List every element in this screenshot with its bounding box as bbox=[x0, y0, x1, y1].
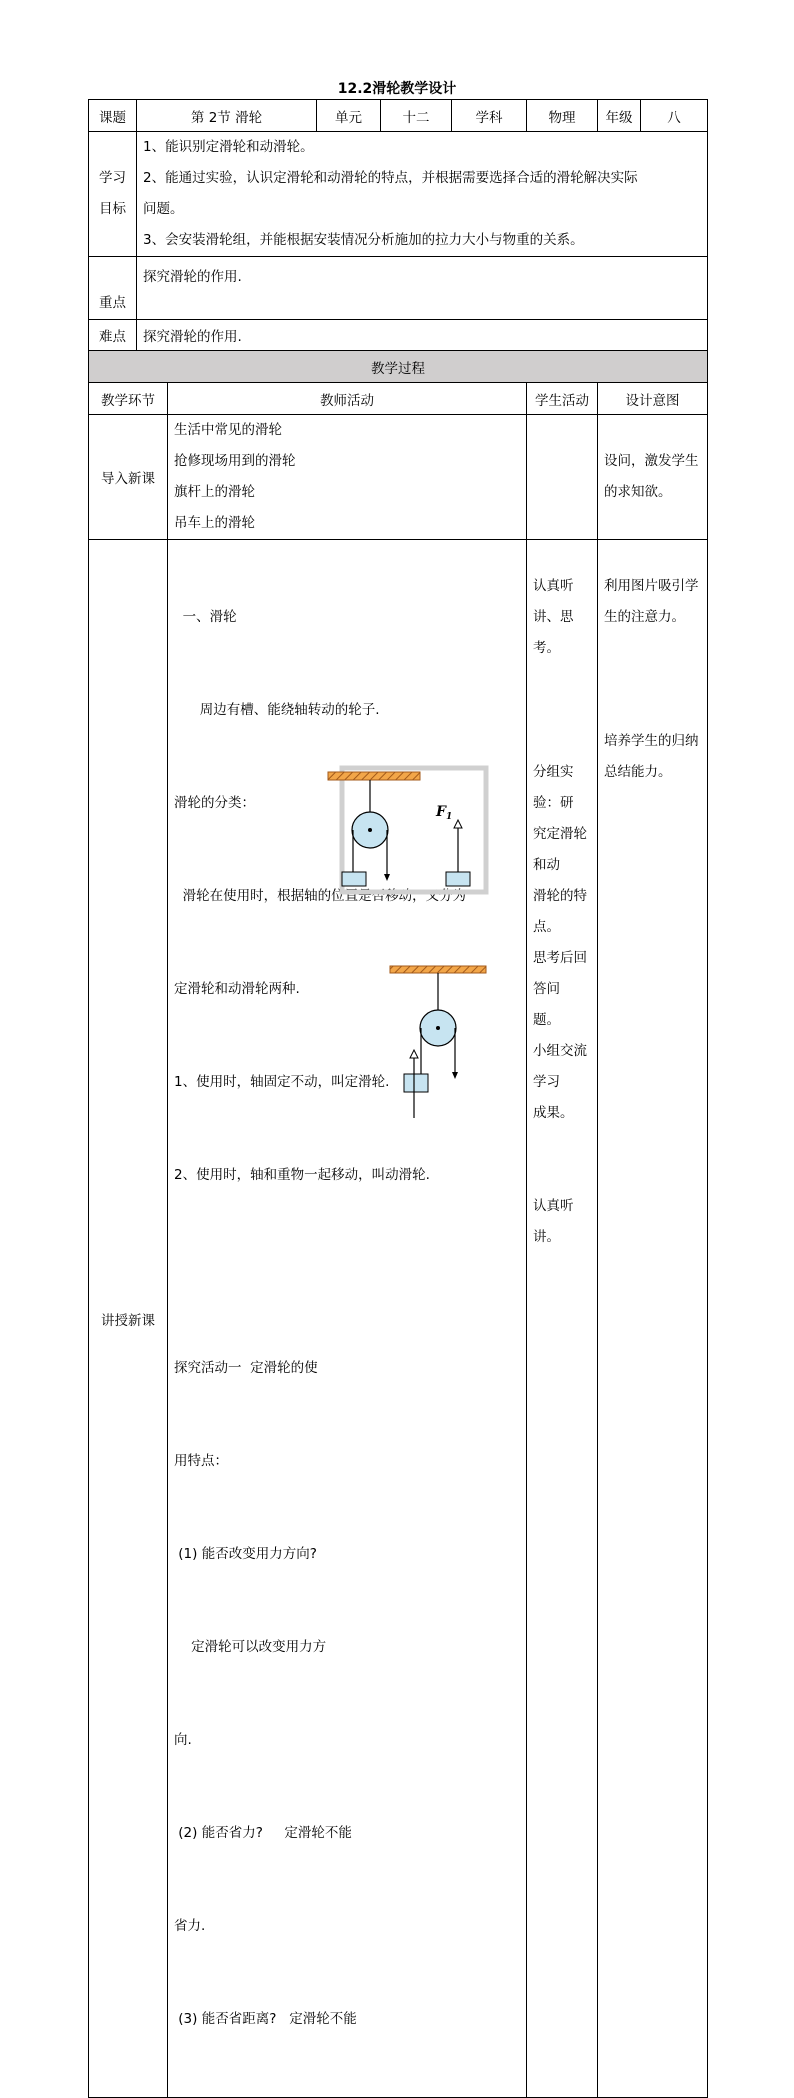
intro-teacher-line: 生活中常见的滑轮 bbox=[174, 422, 282, 438]
process-title: 教学过程 bbox=[89, 351, 708, 383]
goals-text bbox=[137, 132, 708, 257]
intro-teacher bbox=[168, 415, 527, 540]
unit-value: 十二 bbox=[381, 100, 452, 132]
grade-value: 八 bbox=[641, 100, 708, 132]
lecture-intent-line: 培养学生的归纳 bbox=[604, 733, 699, 749]
lecture-teacher-line: 定滑轮和动滑轮两种. bbox=[174, 981, 300, 997]
lecture-teacher-line: 用特点： bbox=[174, 1453, 228, 1469]
intro-row bbox=[89, 415, 708, 540]
lecture-teacher-line: 定滑轮可以改变用力方 bbox=[174, 1639, 327, 1655]
lecture-intent-line: 总结能力。 bbox=[604, 764, 672, 780]
column-header-teacher: 教师活动 bbox=[168, 383, 527, 415]
weight-block bbox=[404, 1074, 428, 1092]
key-point-row bbox=[89, 257, 708, 320]
lecture-student-line: 小组交流学习 bbox=[533, 1043, 588, 1090]
difficulty-label: 难点 bbox=[89, 320, 137, 351]
column-header-intent: 设计意图 bbox=[598, 383, 708, 415]
intro-intent bbox=[598, 415, 708, 540]
weight-block bbox=[342, 872, 366, 886]
intro-stage: 导入新课 bbox=[89, 415, 168, 540]
course-label: 课题 bbox=[89, 100, 137, 132]
down-arrow-icon bbox=[384, 874, 390, 881]
lecture-teacher-line: 滑轮在使用时，根据轴的位置是否移动，又分为 bbox=[174, 888, 467, 904]
lecture-teacher-line: 省力. bbox=[174, 1918, 206, 1934]
grade-label: 年级 bbox=[598, 100, 641, 132]
lecture-teacher-line: 1、使用时，轴固定不动，叫定滑轮. bbox=[174, 1074, 390, 1090]
lecture-teacher-line: 向. bbox=[174, 1732, 192, 1748]
lecture-teacher-line: (3) 能否省距离? 定滑轮不能 bbox=[174, 2011, 357, 2027]
pulley-axle bbox=[436, 1026, 440, 1030]
down-arrow-icon bbox=[452, 1072, 458, 1079]
goals-label-line-2: 目标 bbox=[99, 201, 126, 217]
ceiling-hatch bbox=[390, 966, 486, 973]
intro-teacher-line: 抢修现场用到的滑轮 bbox=[174, 453, 296, 469]
unit-label: 单元 bbox=[317, 100, 381, 132]
difficulty-row bbox=[89, 320, 708, 351]
header-row bbox=[89, 100, 708, 132]
intro-intent-line: 的求知欲。 bbox=[604, 484, 672, 500]
lecture-teacher-line: 周边有槽、能绕轴转动的轮子. bbox=[174, 702, 380, 718]
goal-line: 2、能通过实验，认识定滑轮和动滑轮的特点，并根据需要选择合适的滑轮解决实际 bbox=[143, 170, 638, 186]
lecture-student-line: 究定滑轮和动 bbox=[533, 826, 588, 873]
goals-row bbox=[89, 132, 708, 257]
fixed-pulley-figure bbox=[326, 764, 490, 900]
subject-value: 物理 bbox=[527, 100, 598, 132]
subject-label: 学科 bbox=[452, 100, 527, 132]
key-point-text: 探究滑轮的作用. bbox=[137, 257, 708, 320]
key-point-label: 重点 bbox=[89, 257, 137, 320]
goal-line: 3、会安装滑轮组，并能根据安装情况分析施加的拉力大小与物重的关系。 bbox=[143, 232, 584, 248]
course-value: 第 2节 滑轮 bbox=[137, 100, 317, 132]
lecture-student-line: 成果。 bbox=[533, 1105, 574, 1121]
goals-label-line-1: 学习 bbox=[99, 170, 126, 186]
lecture-teacher-line: (2) 能否省力? 定滑轮不能 bbox=[174, 1825, 352, 1841]
goal-line: 1、能识别定滑轮和动滑轮。 bbox=[143, 139, 314, 155]
intro-teacher-line: 旗杆上的滑轮 bbox=[174, 484, 255, 500]
lecture-student-line: 分组实验：研 bbox=[533, 764, 574, 811]
intro-intent-line: 设问，激发学生 bbox=[604, 453, 699, 469]
goals-label bbox=[89, 132, 137, 257]
ceiling-hatch bbox=[328, 772, 420, 780]
document-title: 12.2滑轮教学设计 bbox=[337, 81, 457, 97]
weight-block bbox=[446, 872, 470, 886]
lecture-student-line: 考。 bbox=[533, 640, 561, 656]
lecture-student-line: 思考后回答问 bbox=[533, 950, 588, 997]
intro-teacher-line: 吊车上的滑轮 bbox=[174, 515, 255, 531]
process-title-row bbox=[89, 351, 708, 383]
up-arrow-icon bbox=[454, 820, 462, 828]
intro-student bbox=[527, 415, 598, 540]
lecture-intent-line: 生的注意力。 bbox=[604, 609, 686, 625]
pulley-axle bbox=[368, 828, 372, 832]
lecture-student-line: 滑轮的特点。 bbox=[533, 888, 588, 935]
lecture-teacher-line: 滑轮的分类： bbox=[174, 795, 255, 811]
lecture-student-line: 题。 bbox=[533, 1012, 561, 1028]
up-arrow-icon bbox=[410, 1050, 418, 1058]
lecture-teacher-line: 一、滑轮 bbox=[174, 609, 237, 625]
lecture-teacher-line: 探究活动一 定滑轮的使 bbox=[174, 1360, 318, 1376]
column-header-row bbox=[89, 383, 708, 415]
lecture-stage: 讲授新课 bbox=[89, 540, 168, 2098]
lecture-student bbox=[527, 540, 598, 2098]
column-header-student: 学生活动 bbox=[527, 383, 598, 415]
lecture-teacher-line: (1) 能否改变用力方向? bbox=[174, 1546, 317, 1562]
goal-line: 问题。 bbox=[143, 201, 184, 217]
difficulty-text: 探究滑轮的作用. bbox=[137, 320, 708, 351]
force-label: $F_1$ bbox=[436, 804, 453, 822]
lecture-intent bbox=[598, 540, 708, 2098]
pulley-figure-2 bbox=[388, 962, 492, 1120]
lecture-student-line: 认真听讲。 bbox=[533, 1198, 574, 1245]
column-header-stage: 教学环节 bbox=[89, 383, 168, 415]
lecture-intent-line: 利用图片吸引学 bbox=[604, 578, 699, 594]
lecture-teacher-line: 2、使用时，轴和重物一起移动，叫动滑轮. bbox=[174, 1167, 430, 1183]
lecture-student-line: 认真听讲、思 bbox=[533, 578, 574, 625]
